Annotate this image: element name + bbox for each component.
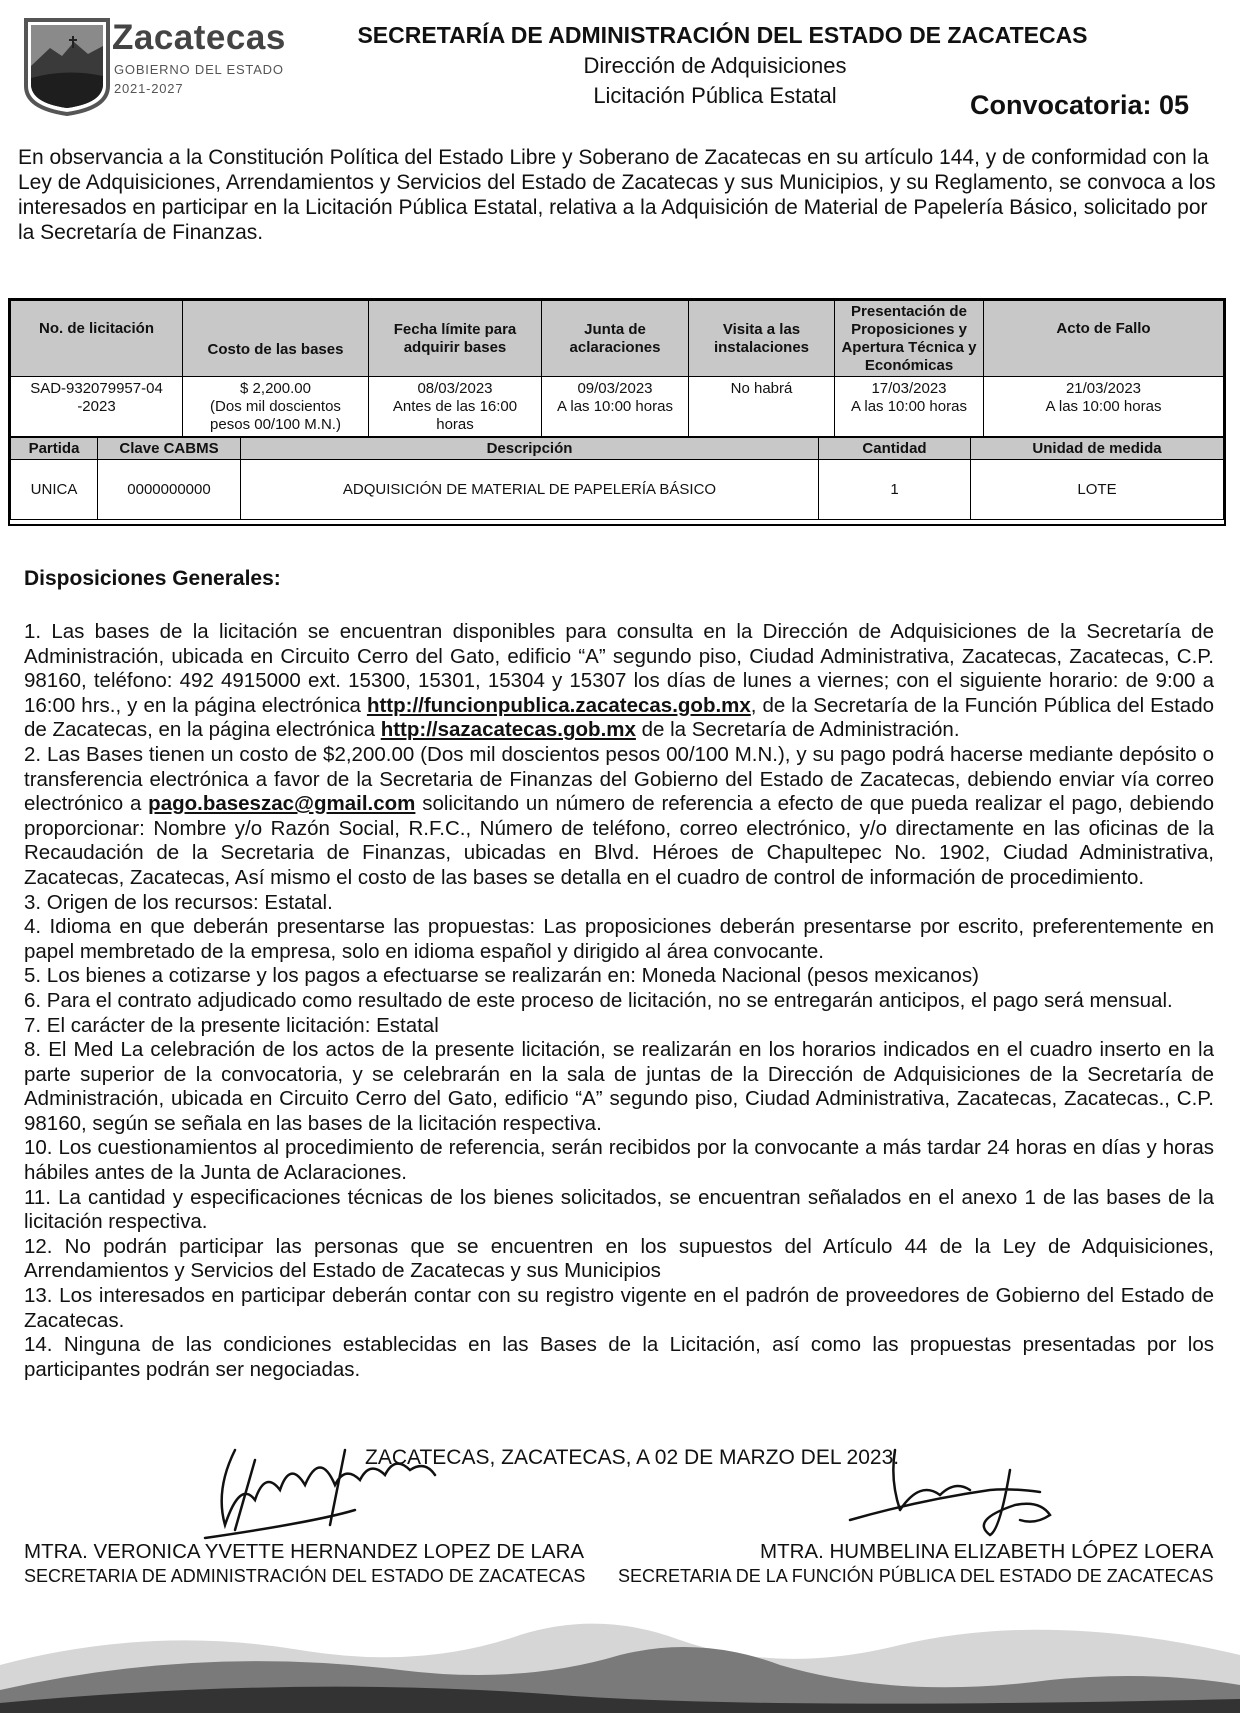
header-cell: Cantidad — [819, 438, 971, 460]
header-cell: Presentación de Proposiciones y Apertura Técnica y Económicas — [835, 301, 984, 377]
intro-paragraph: En observancia a la Constitución Política del Estado Libre y Soberano de Zacatecas en su artículo 144, y de conformidad con la Ley de Adquisiciones, Arrendamientos y Servicios del Estado de Zacatecas y sus Municipios, y su Reglamento, se convoca a los interesados en participar en la Licitación Pública Estatal, relativa a la Adquisición de Material de Papelería Básico, solicitado por la Secretaría de Finanzas. — [18, 146, 1216, 244]
cell-line: 21/03/2023 — [1065, 379, 1142, 397]
cell-line: 17/03/2023 — [871, 379, 947, 397]
sazacatecas-link[interactable]: http://sazacatecas.gob.mx — [380, 718, 636, 742]
provision-item: 6. Para el contrato adjudicado como resultado de este proceso de licitación, no se entregarán anticipos, el pago será mensual. — [24, 988, 1173, 1012]
header-cell: Visita a las instalaciones — [689, 301, 835, 377]
cell-line: A las 10:00 horas — [1045, 397, 1162, 415]
signer-2-role: SECRETARIA DE LA FUNCIÓN PÚBLICA DEL ESTADO DE ZACATECAS — [618, 1566, 1214, 1586]
provision-item: 12. No podrán participar las personas que se encuentren en los supuestos del Artículo 44 de la Ley de Adquisiciones, Arrendamientos y Servicios del Estado de Zacatecas y sus Municipios — [24, 1234, 1214, 1283]
signer-1-name: MTRA. VERONICA YVETTE HERNANDEZ LOPEZ DE LARA — [24, 1540, 585, 1563]
general-provisions-list — [24, 620, 1214, 1382]
brand-years: 2021-2027 — [114, 81, 184, 96]
header-cell: Fecha límite para adquirir bases — [369, 301, 542, 377]
header-cell: No. de licitación — [11, 301, 183, 377]
cell-line: SAD-932079957-04 — [30, 379, 163, 397]
table-cell: LOTE — [971, 460, 1224, 520]
tender-number-cell — [11, 377, 183, 437]
brand-name: Zacatecas — [112, 18, 286, 57]
provision-item: 4. Idioma en que deberán presentarse las propuestas: Las proposiciones deberán presentarse por escrito, preferentemente en papel membretado de la empresa, solo en idioma español y dirigido al área convocante. — [24, 915, 1214, 963]
cell-line: pesos 00/100 M.N.) — [210, 415, 341, 433]
signer-2-name: MTRA. HUMBELINA ELIZABETH LÓPEZ LOERA — [760, 1540, 1214, 1563]
provision-text: , de la Secretaría de la Función Pública del Estado de Zacatecas, en la página electrónica — [24, 693, 1214, 742]
cost-cell — [183, 377, 369, 437]
table-cell: UNICA — [11, 460, 98, 520]
header-cell: Descripción — [241, 438, 819, 460]
header-cell: Clave CABMS — [98, 438, 241, 460]
provision-item — [24, 743, 1214, 891]
provision-item: 11. La cantidad y especificaciones técnicas de los bienes solicitados, se encuentran señalados en el anexo 1 de las bases de la licitación respectiva. — [24, 1185, 1214, 1234]
provision-item — [24, 620, 1214, 743]
cell-line: Antes de las 16:00 — [392, 397, 518, 415]
header-cell: Junta de aclaraciones — [542, 301, 689, 377]
cell-line: 08/03/2023 — [417, 379, 493, 397]
provision-text: solicitando un número de referencia a efecto de que pueda realizar el pago, debiendo proporcionar: Nombre y/o Razón Social, R.F.C., Número de teléfono, correo electrónico, y/o directamente en las oficinas de la Recaudación de la Secretaria de Finanzas, ubicadas en Blvd. Héroes de Chapultepec No. 1902, Ciudad Administrativa, Zacatecas, Zacatecas, Así mismo el costo de las bases se detalla en el cuadro de control de información de procedimiento. — [24, 792, 1214, 889]
call-number: Convocatoria: 05 — [970, 90, 1190, 120]
signature-2 — [840, 1440, 1080, 1550]
organization-title: SECRETARÍA DE ADMINISTRACIÓN DEL ESTADO DE ZACATECAS — [357, 22, 1088, 48]
proposals-cell — [835, 377, 984, 437]
signer-1-role: SECRETARIA DE ADMINISTRACIÓN DEL ESTADO DE ZACATECAS — [24, 1566, 586, 1586]
zacatecas-shield-logo — [22, 16, 112, 116]
table-cell: 0000000000 — [98, 460, 241, 520]
section-title: Disposiciones Generales: — [24, 567, 281, 590]
payment-email-link[interactable]: pago.baseszac@gmail.com — [148, 792, 416, 816]
provision-item: 14. Ninguna de las condiciones establecidas en las Bases de la Licitación, así como las propuestas presentadas por los participantes podrán ser negociadas. — [24, 1333, 1214, 1381]
provision-text: 2. Las Bases tienen un costo de $2,200.00 (Dos mil doscientos pesos 00/100 M.N.), y su pago podrá hacerse mediante depósito o transferencia electrónica a favor de la Secretaria de Finanzas del Gobierno del Estado de Zacatecas, debiendo enviar vía correo electrónico a — [24, 742, 1214, 816]
provision-text: de la Secretaría de Administración. — [635, 718, 960, 742]
header-cell: Costo de las bases — [183, 301, 369, 377]
cell-line: (Dos mil doscientos — [210, 397, 341, 415]
cell-line: horas — [436, 415, 474, 433]
deadline-cell — [369, 377, 542, 437]
header-cell: Acto de Fallo — [984, 301, 1224, 377]
header-cell: Unidad de medida — [971, 438, 1224, 460]
brand-subtitle: GOBIERNO DEL ESTADO — [114, 62, 284, 77]
directorate-name: Dirección de Adquisiciones — [583, 53, 847, 78]
tender-schedule-table — [10, 300, 1224, 437]
tender-type: Licitación Pública Estatal — [593, 83, 837, 108]
signature-1 — [195, 1430, 495, 1550]
items-table — [10, 437, 1224, 520]
table-cell: 1 — [819, 460, 971, 520]
place-and-date: ZACATECAS, ZACATECAS, A 02 DE MARZO DEL 2023. — [365, 1446, 900, 1469]
provision-item: 7. El carácter de la presente licitación: Estatal — [24, 1013, 439, 1037]
cell-line: No habrá — [730, 379, 793, 397]
cell-line: 09/03/2023 — [577, 379, 653, 397]
ruling-cell — [984, 377, 1224, 437]
header-cell: Partida — [11, 438, 98, 460]
site-visit-cell — [689, 377, 835, 437]
provision-item: 3. Origen de los recursos: Estatal. — [24, 890, 333, 914]
provision-item: 8. El Med La celebración de los actos de la presente licitación, se realizarán en los horarios indicados en el cuadro inserto en la parte superior de la convocatoria, y se celebrarán en la sala de juntas de la Dirección de Adquisiciones de la Secretaría de Administración, ubicada en Circuito Cerro del Gato, edificio “A” segundo piso, Ciudad Administrativa, Zacatecas, Zacatecas., C.P. 98160, según se señala en las bases de la licitación respectiva. — [24, 1038, 1214, 1135]
cell-line: $ 2,200.00 — [240, 379, 311, 397]
cell-line: A las 10:00 horas — [557, 397, 673, 415]
provision-item: 13. Los interesados en participar deberán contar con su registro vigente en el padrón de proveedores de Gobierno del Estado de Zacatecas. — [24, 1284, 1214, 1332]
cell-line: -2023 — [77, 397, 116, 415]
provision-item: 10. Los cuestionamientos al procedimiento de referencia, serán recibidos por la convocante a más tardar 24 horas en días y horas hábiles antes de la Junta de Aclaraciones. — [24, 1136, 1214, 1185]
funcionpublica-link[interactable]: http://funcionpublica.zacatecas.gob.mx — [366, 693, 751, 717]
footer-mountains-decoration — [0, 1595, 1240, 1713]
cell-line: A las 10:00 horas — [851, 397, 967, 415]
tender-info-table — [8, 298, 1226, 526]
clarification-cell — [542, 377, 689, 437]
table-cell: ADQUISICIÓN DE MATERIAL DE PAPELERÍA BÁSICO — [241, 460, 819, 520]
provision-item: 5. Los bienes a cotizarse y los pagos a efectuarse se realizarán en: Moneda Nacional (pesos mexicanos) — [24, 964, 979, 988]
provision-text: 1. Las bases de la licitación se encuentran disponibles para consulta en la Dirección de Adquisiciones de la Secretaría de Administración, ubicada en Circuito Cerro del Gato, edificio “A” segundo piso, Ciudad Administrativa, Zacatecas, Zacatecas, C.P. 98160, teléfono: 492 4915000 ext. 15300, 15301, 15304 y 15307 los días de lunes a viernes; con el siguiente horario: de 9:00 a 16:00 hrs., y en la página electrónica — [24, 620, 1214, 717]
